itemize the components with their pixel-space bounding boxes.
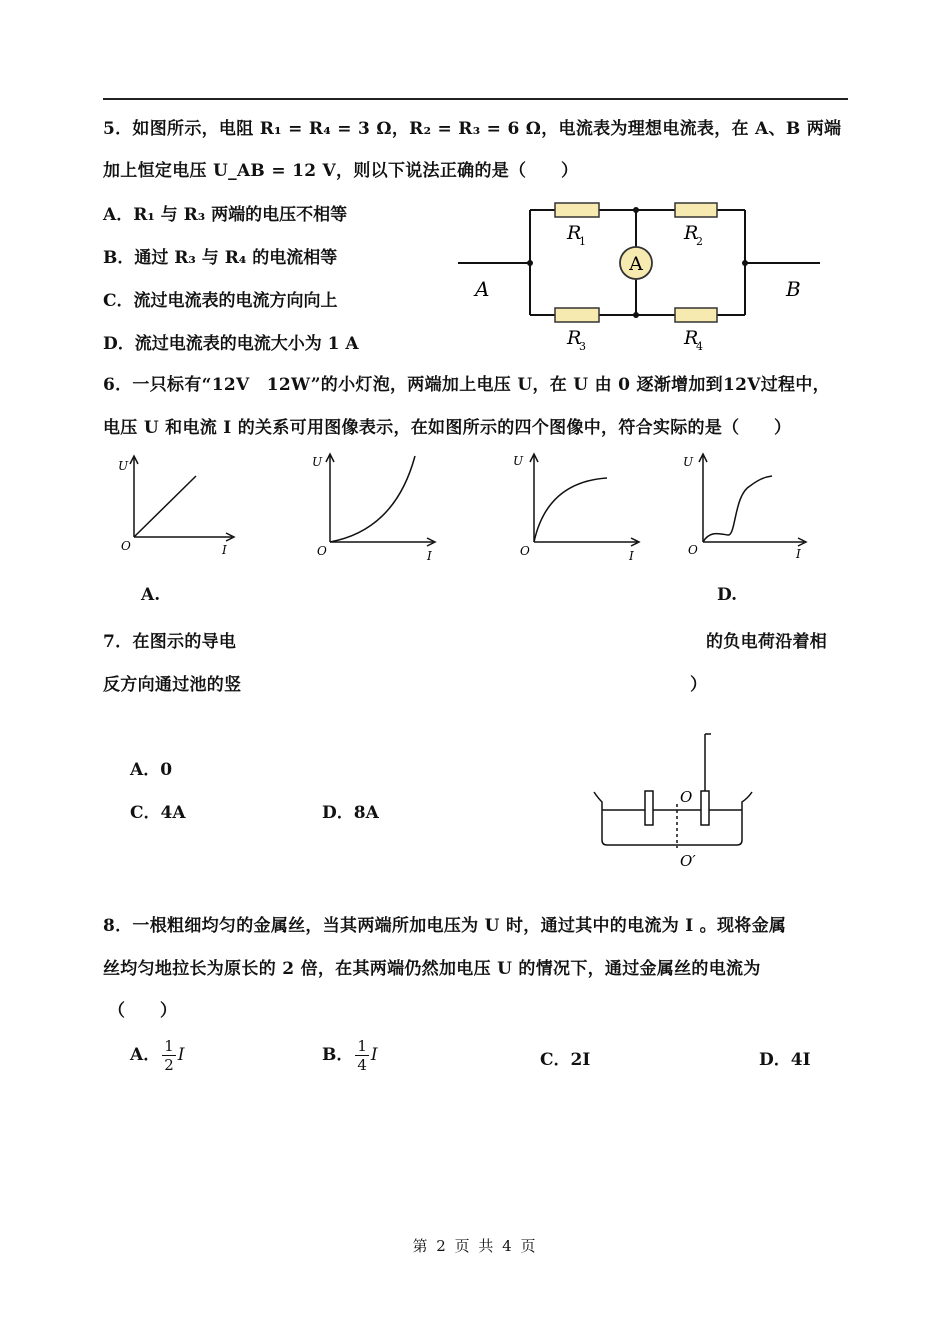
q7-stem-line2-right: ）: [690, 675, 708, 695]
ammeter-label: A: [629, 253, 643, 275]
q8-stem-line1: 8．一根粗细均匀的金属丝，当其两端所加电压为 U 时，通过其中的电流为 I 。现将金属: [103, 916, 787, 936]
q5-stem-line1: 5．如图所示，电阻 R₁ = R₄ = 3 Ω，R₂ = R₃ = 6 Ω，电流表为理想电流表，在 A、B 两端: [103, 119, 842, 139]
fraction-denominator: 4: [357, 1056, 367, 1074]
graph-d-i-label: I: [796, 547, 801, 561]
ui-graph-b: [305, 450, 445, 565]
q8-option-a: [130, 1037, 184, 1074]
ui-graph-c: [507, 450, 647, 565]
top-rule: [103, 98, 848, 100]
q6-stem-line1: 6．一只标有“12V 12W”的小灯泡，两端加上电压 U，在 U 由 0 逐渐增加到12V过程中，: [103, 375, 830, 395]
graph-b-u-label: U: [312, 455, 323, 469]
fraction-one-half: [162, 1037, 176, 1074]
r4-label: R: [684, 327, 699, 349]
q7-option-d: D．8A: [322, 803, 379, 823]
q5-option-a: A．R₁ 与 R₃ 两端的电压不相等: [103, 205, 348, 225]
q8-stem-line3: （ ）: [108, 1001, 178, 1021]
graph-d-origin: O: [688, 543, 698, 557]
q5-option-c: C．流过电流表的电流方向向上: [103, 291, 338, 311]
q8-option-b: [322, 1037, 378, 1074]
q8-option-b-var: I: [370, 1045, 378, 1065]
graph-a-label: A.: [141, 585, 161, 605]
resistor-r1: [555, 203, 599, 217]
fraction-denominator: 2: [164, 1056, 174, 1074]
graph-d-u-label: U: [683, 455, 694, 469]
graph-c-u-label: U: [513, 454, 524, 468]
q8-option-a-label: A．: [130, 1045, 161, 1065]
graph-b-origin: O: [317, 544, 327, 558]
q7-option-c: C．4A: [130, 803, 186, 823]
graph-c-i-label: I: [629, 549, 634, 563]
q7-stem-line1-right: 的负电荷沿着相: [706, 632, 828, 652]
r1-label: R: [567, 222, 582, 244]
page-footer: 第 2 页 共 4 页: [412, 1237, 538, 1255]
r1-sub: 1: [579, 235, 586, 248]
label-o-prime: O′: [680, 852, 696, 870]
r2-label: R: [684, 222, 699, 244]
r4-sub: 4: [696, 340, 703, 353]
graph-c-origin: O: [520, 544, 530, 558]
q5-option-b: B．通过 R₃ 与 R₄ 的电流相等: [103, 248, 338, 268]
q5-stem-line2: 加上恒定电压 U_AB = 12 V，则以下说法正确的是（ ）: [103, 161, 579, 181]
resistor-r3: [555, 308, 599, 322]
terminal-b-label: B: [786, 277, 801, 301]
electrolytic-cell-diagram: [592, 730, 762, 870]
q8-option-a-var: I: [177, 1045, 185, 1065]
ui-graph-a: [112, 452, 242, 562]
resistor-r4: [675, 308, 717, 322]
r3-label: R: [567, 327, 582, 349]
fraction-numerator: 1: [164, 1037, 174, 1055]
q8-option-b-label: B．: [322, 1045, 354, 1065]
q8-option-d: D．4I: [759, 1050, 811, 1070]
graph-b-i-label: I: [427, 549, 432, 563]
graph-a-origin: O: [121, 539, 131, 553]
q7-stem-line1-left: 7．在图示的导电: [103, 632, 237, 652]
graph-a-i-label: I: [222, 543, 227, 557]
r2-sub: 2: [696, 235, 703, 248]
q7-stem-line2-left: 反方向通过池的竖: [103, 675, 242, 695]
graph-a-u-label: U: [118, 459, 129, 473]
q7-option-a: A．0: [130, 760, 173, 780]
fraction-one-quarter: [355, 1037, 369, 1074]
q8-stem-line2: 丝均匀地拉长为原长的 2 倍，在其两端仍然加电压 U 的情况下，通过金属丝的电流为: [103, 959, 761, 979]
graph-d-label: D.: [717, 585, 738, 605]
q6-stem-line2: 电压 U 和电流 I 的关系可用图像表示，在如图所示的四个图像中，符合实际的是（ ）: [103, 418, 792, 438]
label-o: O: [680, 788, 693, 806]
bridge-circuit-diagram: [455, 195, 825, 360]
resistor-r2: [675, 203, 717, 217]
r3-sub: 3: [579, 340, 586, 353]
ui-graph-d: [680, 450, 820, 565]
q5-option-d: D．流过电流表的电流大小为 1 A: [103, 334, 359, 354]
q8-option-c: C．2I: [540, 1050, 591, 1070]
fraction-numerator: 1: [357, 1037, 367, 1055]
terminal-a-label: A: [475, 277, 490, 301]
